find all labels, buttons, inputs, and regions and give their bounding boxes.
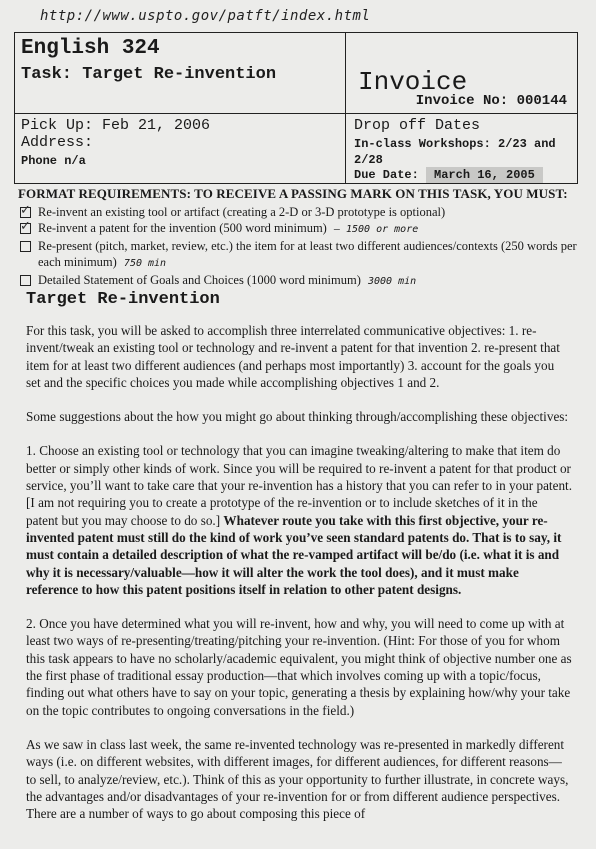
invoice-cell xyxy=(346,33,577,114)
workshop-dates: In-class Workshops: 2/23 and 2/28 xyxy=(354,137,556,167)
checkbox[interactable] xyxy=(20,241,31,252)
objective-1-bold: Whatever route you take with this first objective, your re-invented patent must still do the kind of work you’ve seen standard patents do. That is to say, it must contain a detailed description of what the re-vamped artifact will be/do (i.e. what it is and why it is necessary/valuable—how it will alter the work the tool does), and it must make reference to how this patent positions itself in relation to other patent designs. xyxy=(26,512,562,597)
task-title: Task: Target Re-invention xyxy=(21,65,277,84)
requirement-item xyxy=(18,272,578,290)
section-title: Target Re-invention xyxy=(26,290,220,309)
pickup-date: Pick Up: Feb 21, 2006 xyxy=(21,117,211,134)
requirement-text: Re-present (pitch, market, review, etc.) the item for at least two different audiences/contexts (250 words per each minimum) xyxy=(38,239,577,269)
invoice-number: Invoice No: 000144 xyxy=(415,93,567,109)
invoice-title: Invoice xyxy=(358,67,468,97)
requirement-item xyxy=(18,204,578,220)
dropoff-title: Drop off Dates xyxy=(354,117,481,134)
checkbox[interactable] xyxy=(20,223,31,234)
due-label: Due Date: xyxy=(354,168,419,182)
address-label: Address: xyxy=(21,134,94,151)
pickup-cell xyxy=(15,114,346,183)
requirement-text: Re-invent an existing tool or artifact (creating a 2-D or 3-D prototype is optional) xyxy=(38,205,446,219)
dropoff-cell xyxy=(346,114,577,183)
course-title: English 324 xyxy=(21,37,160,60)
paragraph-suggestions: Some suggestions about the how you might go about thinking through/accomplishing these objectives: xyxy=(26,409,569,425)
invoice-header xyxy=(14,32,578,184)
objective-1-text: 1. Choose an existing tool or technology that you can imagine tweaking/altering to make that item do better or simply other kinds of work. Since you will be required to re-invent a patent for that product or service, you’ll want to take care that your re-invention has a history that you can refer to in your patent. [I am not requiring you to create a prototype of the re-invention or to include sketches of it in the patent but you may choose to do so.] xyxy=(26,443,572,528)
handwritten-note: – 1500 or more xyxy=(333,224,419,235)
paragraph-intro: For this task, you will be asked to accomplish three interrelated communicative objectives: 1. re-invent/tweak an existing tool or technology and re-invent a patent for that invention 2. re-present that item for at least two different audiences (and perhaps most importantly) 3. account for the goals you set and the specific choices you made while accomplishing objectives 1 and 2. xyxy=(26,323,560,390)
requirements-title: FORMAT REQUIREMENTS: TO RECEIVE A PASSING MARK ON THIS TASK, YOU MUST: xyxy=(18,186,568,201)
handwritten-note: 750 min xyxy=(123,258,167,269)
due-date xyxy=(354,168,543,182)
phone-label: Phone n/a xyxy=(21,154,86,168)
checkbox[interactable] xyxy=(20,207,31,218)
requirement-text: Re-invent a patent for the invention (500 word minimum) xyxy=(38,221,327,235)
handwritten-note: 3000 min xyxy=(367,276,417,287)
due-value: March 16, 2005 xyxy=(426,167,543,183)
requirement-item xyxy=(18,220,578,238)
checkbox[interactable] xyxy=(20,275,31,286)
requirement-text: Detailed Statement of Goals and Choices (1000 word minimum) xyxy=(38,273,361,287)
requirement-item xyxy=(18,238,578,272)
paragraph-objective-2: 2. Once you have determined what you will re-invent, how and why, you will need to come up with at least two ways of re-presenting/treating/pitching your re-invention. (Hint: For those of you for whom this task appears to have no scholarly/academic equivalent, you might think of objective number one as the first phase of traditional essay production—that which involves coming up with a topic/focus, finding out what others have to say on your topic, generating a thesis by explaining how/why your take on the topic contributes to ongoing conversations in the field.) xyxy=(26,616,572,718)
handwritten-url: http://www.uspto.gov/patft/index.html xyxy=(40,8,371,24)
course-cell xyxy=(15,33,346,114)
format-requirements xyxy=(18,186,578,290)
document-body xyxy=(26,322,572,839)
paragraph-objective-1 xyxy=(26,442,572,598)
paragraph-class-note: As we saw in class last week, the same re-invented technology was re-presented in markedly different ways (i.e. on different websites, with different images, for different audiences, for different reasons—to sell, to analyze/review, etc.). Think of this as your opportunity to further illustrate, in concrete ways, the advantages and/or disadvantages of your re-invention for or from different audience perspectives. There are a number of ways to go about composing this piece of xyxy=(26,736,569,822)
